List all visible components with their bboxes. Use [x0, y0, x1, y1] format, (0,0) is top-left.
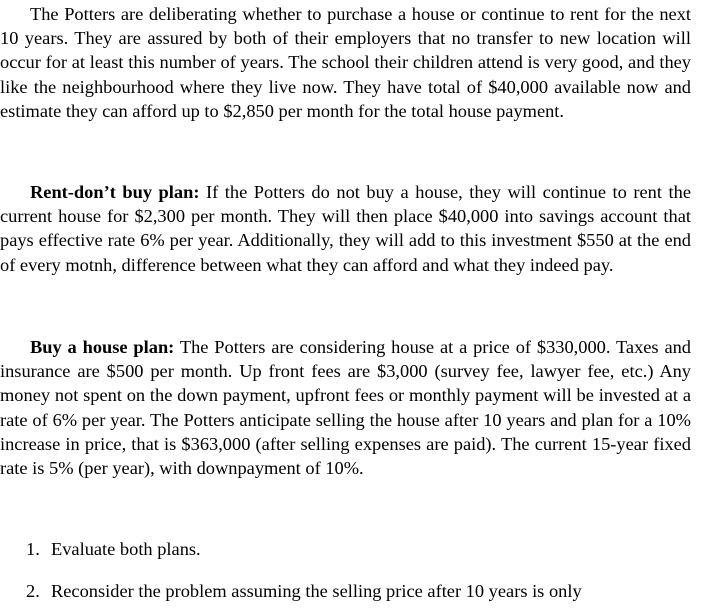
intro-paragraph [0, 2, 691, 123]
buy-plan-text: The Potters are considering house at a price of $330,000. Taxes and insurance are $500 per month. Up front fees are $3,000 (survey fee, lawyer fee, etc.) Any money not spent on the down payment, upfront fees or monthly payment will be invested at a rate of 6% per year. The Potters anticipate selling the house after 10 years and plan for a 10% increase in price, that is $363,000 (after selling expenses are paid). The current 15-year fixed rate is 5% (per year), with downpayment of 10%. [0, 337, 691, 479]
question-text: Evaluate both plans. [51, 539, 201, 559]
rent-plan-paragraph [0, 180, 691, 277]
buy-plan-paragraph [0, 335, 691, 480]
question-number: 1. [26, 539, 40, 559]
question-item [26, 537, 691, 561]
intro-text: The Potters are deliberating whether to purchase a house or continue to rent for the next 10 years. They are assured by both of their employers that no transfer to new location will occur for at least this number of years. The school their children attend is very good, and they like the neighbourhood where they live now. They have total of $40,000 available now and estimate they can afford up to $2,850 per month for the total house payment. [0, 4, 691, 121]
question-text: Reconsider the problem assuming the selling price after 10 years is only [51, 581, 582, 601]
rent-plan-text: If the Potters do not buy a house, they will continue to rent the current house for $2,300 per month. They will then place $40,000 into savings account that pays effective rate 6% per year. Additionally, they will add to this investment $550 at the end of every motnh, difference between what they can afford and what they indeed pay. [0, 182, 691, 275]
question-number: 2. [26, 581, 40, 601]
question-item [26, 579, 691, 603]
rent-plan-heading: Rent-don’t buy plan: [30, 182, 200, 202]
buy-plan-heading: Buy a house plan: [30, 337, 175, 357]
